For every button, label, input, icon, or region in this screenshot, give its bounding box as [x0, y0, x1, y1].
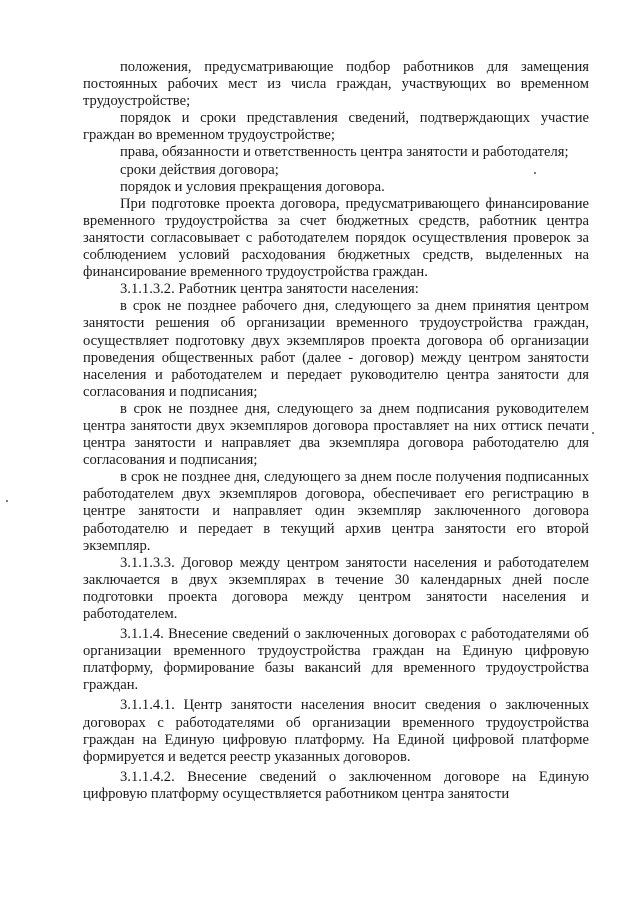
- paragraph-5: порядок и условия прекращения договора.: [120, 178, 385, 195]
- paragraph-14: 3.1.1.4.2. Внесение сведений о заключенном договоре на Единую цифровую платформу осуществляется работником центра занятости: [83, 768, 589, 802]
- paragraph-12: 3.1.1.4. Внесение сведений о заключенных договорах с работодателями об организации временного трудоустройства граждан на Единую цифровую платформу, формирование базы вакансий для временного трудоустройства граждан.: [83, 626, 589, 694]
- paragraph-2: порядок и сроки представления сведений, подтверждающих участие граждан во временном трудоустройстве;: [83, 110, 589, 144]
- paragraph-1: положения, предусматривающие подбор работников для замещения постоянных рабочих мест из числа граждан, участвующих во временном трудоустройстве;: [83, 59, 589, 110]
- paragraph-7: 3.1.1.3.2. Работник центра занятости населения:: [120, 281, 419, 298]
- paragraph-10: в срок не позднее дня, следующего за днем после получения подписанных работодателем двух экземпляров договора, обеспечивает его регистрацию в центре занятости и направляет один экземпляр заключенного договора работодателю и передает в текущий архив центра занятости его второй экземпляр.: [83, 469, 589, 554]
- paragraph-8: в срок не позднее рабочего дня, следующего за днем принятия центром занятости решения об организации временного трудоустройства граждан, осуществляет подготовку двух экземпляров проекта договора об организации проведения общественных работ (далее - договор) между центром занятости населения и работодателем и передает руководителю центра занятости для согласования и подписания;: [83, 298, 589, 400]
- paragraph-9: в срок не позднее дня, следующего за днем подписания руководителем центра занятости двух экземпляров договора проставляет на них оттиск печати центра занятости и направляет два экземпляра договора работодателю для согласования и подписания;: [83, 400, 589, 469]
- paragraph-4: сроки действия договора;: [120, 161, 279, 178]
- scan-speck: [592, 432, 594, 434]
- paragraph-6: При подготовке проекта договора, предусматривающего финансирование временного трудоустройства за счет бюджетных средств, работник центра занятости согласовывает с работодателем порядок осуществления проверок за соблюдением условий расходования бюджетных средств, выделенных на финансирование временного трудоустройства граждан.: [83, 195, 589, 281]
- scan-speck: [534, 172, 536, 174]
- paragraph-11: 3.1.1.3.3. Договор между центром занятости населения и работодателем заключается в двух экземплярах в течение 30 календарных дней после подготовки проекта договора между центром занятости населения и работодателем.: [83, 554, 589, 622]
- paragraph-3: права, обязанности и ответственность центра занятости и работодателя;: [120, 144, 569, 161]
- paragraph-13: 3.1.1.4.1. Центр занятости населения вносит сведения о заключенных договорах с работодателями об организации временного трудоустройства граждан на Единую цифровую платформу. На Единой цифровой платформе формируется и ведется реестр указанных договоров.: [83, 697, 589, 765]
- scan-speck: [6, 500, 8, 502]
